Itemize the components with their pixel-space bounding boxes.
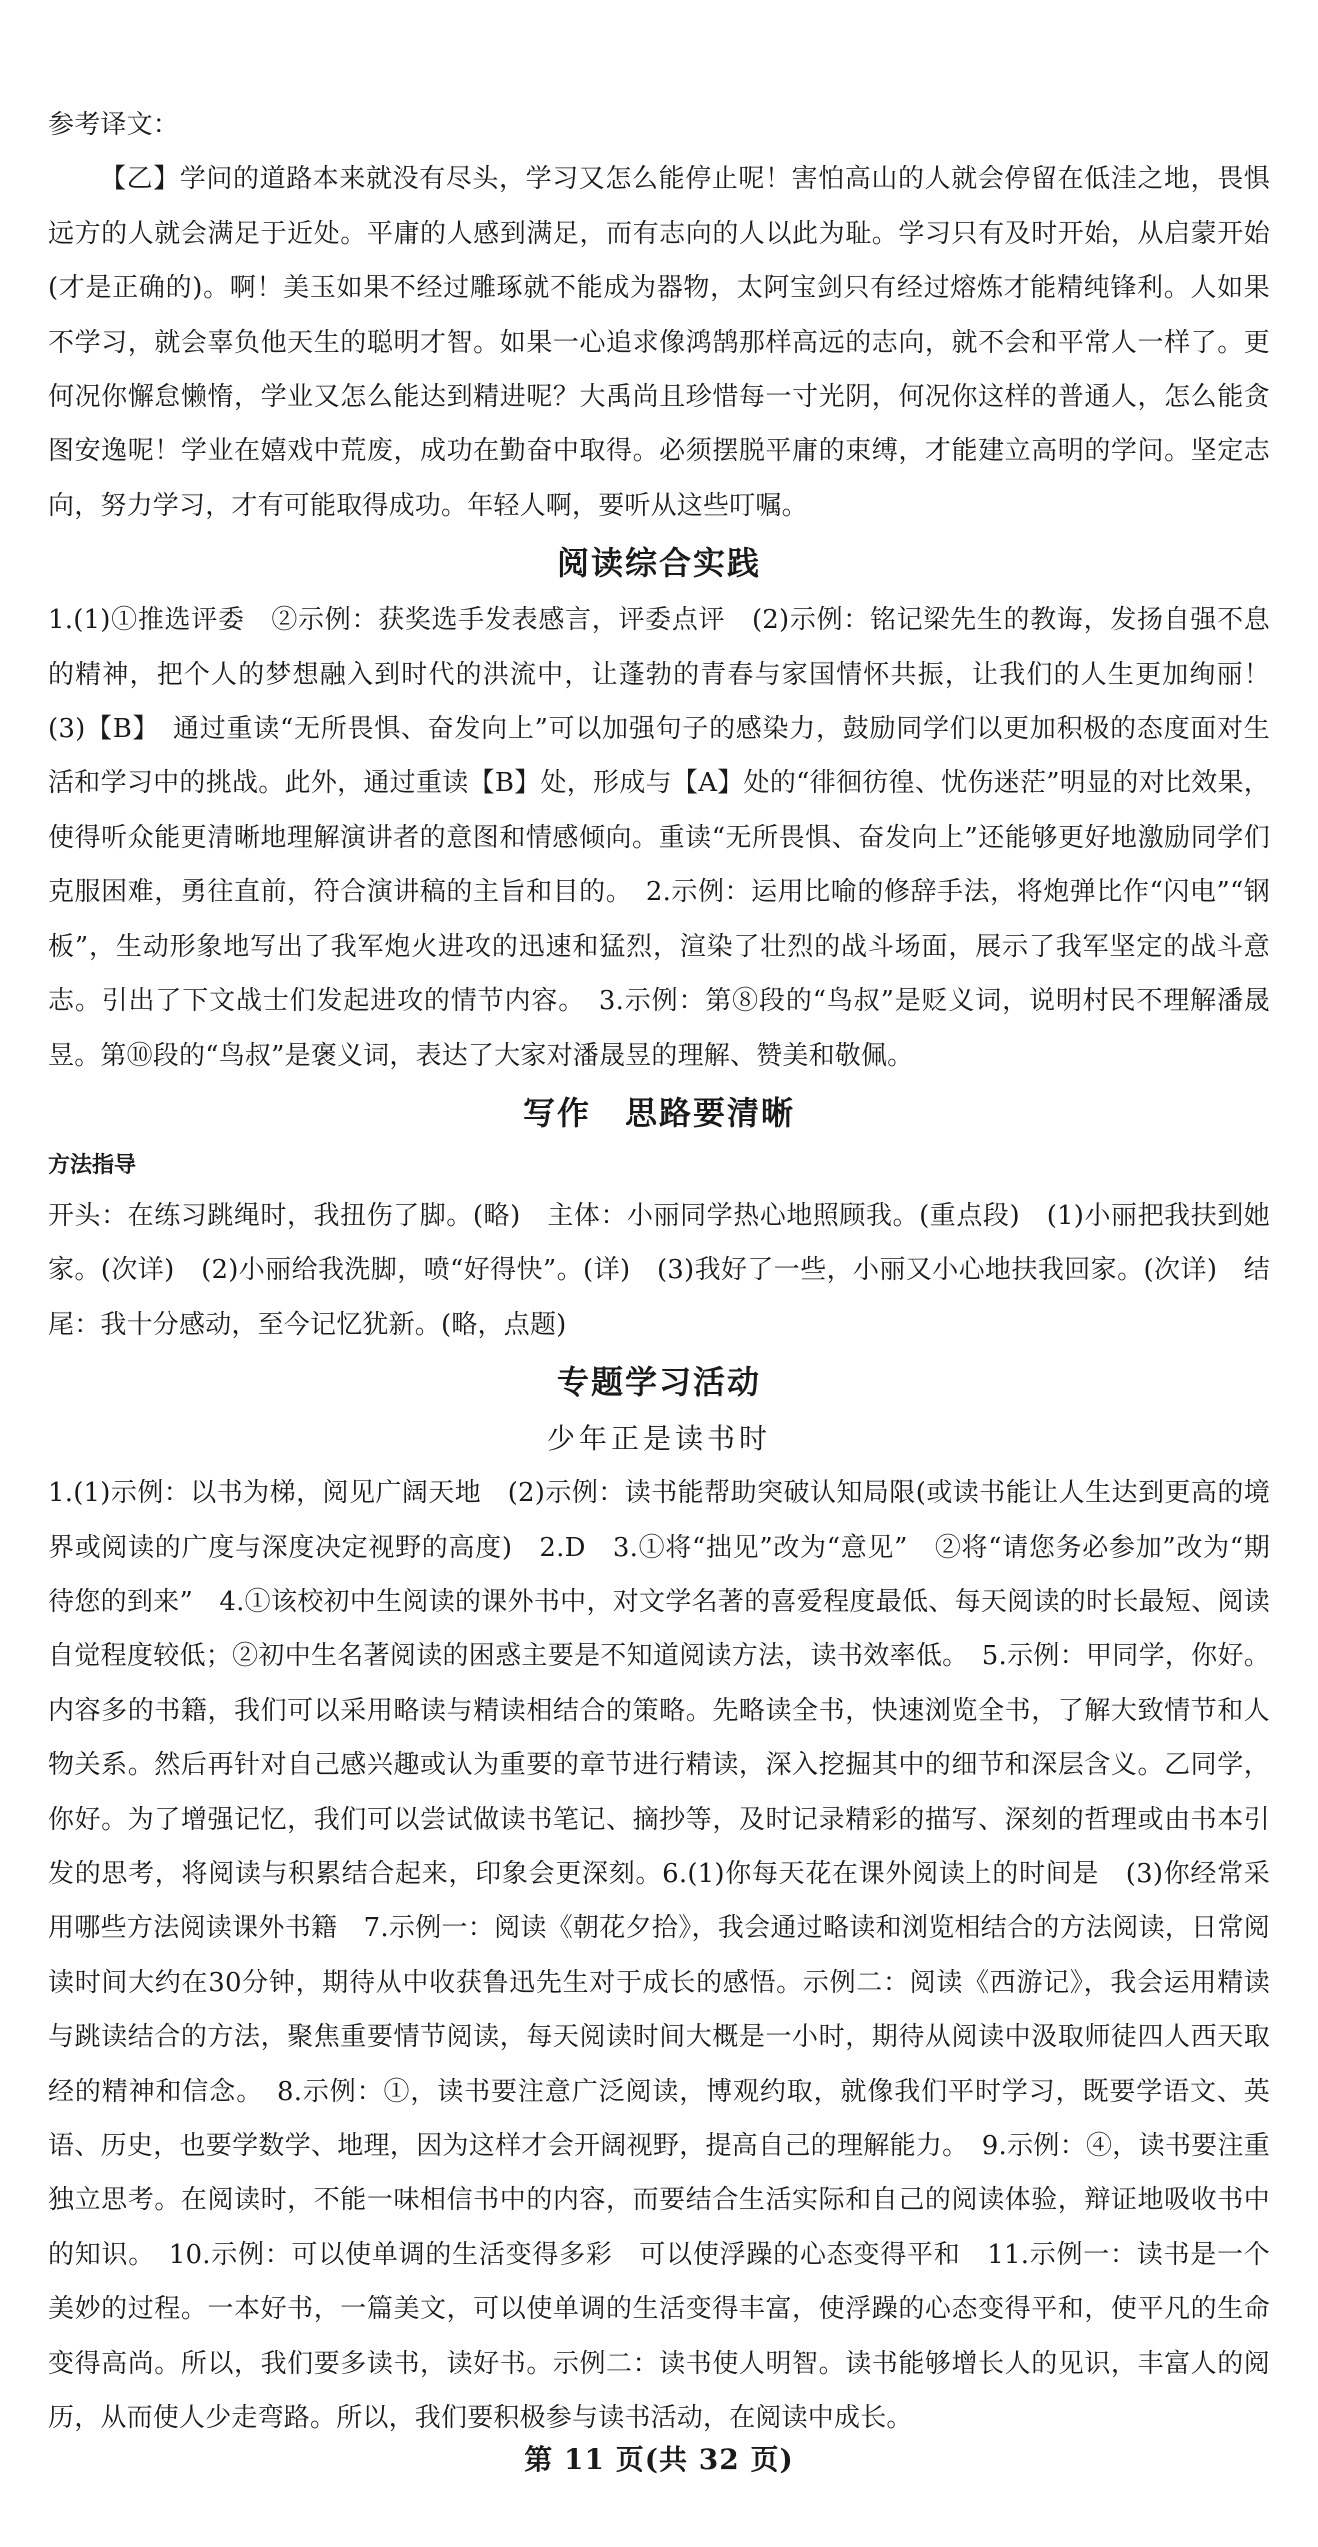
section-reading-body: 1.(1)①推选评委 ②示例：获奖选手发表感言，评委点评 (2)示例：铭记梁先生的教诲，发扬自强不息的精神，把个人的梦想融入到时代的洪流中，让蓬勃的青春与家国情怀共振，让我们的人生更加绚丽！ (3)【B】 通过重读“无所畏惧、奋发向上”可以加强句子的感染力，鼓励同学们以更加积极的态度面对生活和学习中的挑战。此外，通过重读【B】处，形成与【A】处的“徘徊彷徨、忧伤迷茫”明显的对比效果，使得听众能更清晰地理解演讲者的意图和情感倾向。重读“无所畏惧、奋发向上”还能够更好地激励同学们克服困难，勇往直前，符合演讲稿的主旨和目的。 2.示例：运用比喻的修辞手法，将炮弹比作“闪电”“钢板”，生动形象地写出了我军炮火进攻的迅速和猛烈，渲染了壮烈的战斗场面，展示了我军坚定的战斗意志。引出了下文战士们发起进攻的情节内容。 3.示例：第⑧段的“鸟叔”是贬义词，说明村民不理解潘晟昱。第⑩段的“鸟叔”是褒义词，表达了大家对潘晟昱的理解、赞美和敬佩。 [48,605,1297,1071]
section-reading-title: 阅读综合实践 [556,544,761,583]
answer-page [48,92,1297,2445]
section-writing-body: 开头：在练习跳绳时，我扭伤了脚。(略) 主体：小丽同学热心地照顾我。(重点段) (1)小丽把我扶到她家。(次详) (2)小丽给我洗脚，喷“好得快”。(详) (3)我好了一些，小丽又小心地扶我回家。(次详) 结尾：我十分感动，至今记忆犹新。(略，点题) [48,1200,1270,1340]
section-topic-title: 专题学习活动 [556,1363,761,1402]
page-number: 第 11 页(共 32 页) [524,2443,794,2476]
section-topic-subtitle: 少年正是读书时 [546,1422,771,1456]
translation-body: 【乙】学问的道路本来就没有尽头，学习又怎么能停止呢！害怕高山的人就会停留在低洼之地，畏惧远方的人就会满足于近处。平庸的人感到满足，而有志向的人以此为耻。学习只有及时开始，从启蒙开始(才是正确的)。啊！美玉如果不经过雕琢就不能成为器物，太阿宝剑只有经过熔炼才能精纯锋利。人如果不学习，就会辜负他天生的聪明才智。如果一心追求像鸿鹄那样高远的志向，就不会和平常人一样了。更何况你懈怠懒惰，学业又怎么能达到精进呢？大禹尚且珍惜每一寸光阴，何况你这样的普通人，怎么能贪图安逸呢！学业在嬉戏中荒废，成功在勤奋中取得。必须摆脱平庸的束缚，才能建立高明的学问。坚定志向，努力学习，才有可能取得成功。年轻人啊，要听从这些叮嘱。 [48,164,1270,521]
section-topic-body: 1.(1)示例：以书为梯，阅见广阔天地 (2)示例：读书能帮助突破认知局限(或读书能让人生达到更高的境界或阅读的广度与深度决定视野的高度) 2.D 3.①将“拙见”改为“意见” ②将“请您务必参加”改为“期待您的到来” 4.①该校初中生阅读的课外书中，对文学名著的喜爱程度最低、每天阅读的时长最短、阅读自觉程度较低；②初中生名著阅读的困惑主要是不知道阅读方法，读书效率低。 5.示例：甲同学，你好。内容多的书籍，我们可以采用略读与精读相结合的策略。先略读全书，快速浏览全书，了解大致情节和人物关系。然后再针对自己感兴趣或认为重要的章节进行精读，深入挖掘其中的细节和深层含义。乙同学，你好。为了增强记忆，我们可以尝试做读书笔记、摘抄等，及时记录精彩的描写、深刻的哲理或由书本引发的思考，将阅读与积累结合起来，印象会更深刻。6.(1)你每天花在课外阅读上的时间是 (3)你经常采用哪些方法阅读课外书籍 7.示例一：阅读《朝花夕拾》，我会通过略读和浏览相结合的方法阅读，日常阅读时间大约在30分钟，期待从中收获鲁迅先生对于成长的感悟。示例二：阅读《西游记》，我会运用精读与跳读结合的方法，聚焦重要情节阅读，每天阅读时间大概是一小时，期待从阅读中汲取师徒四人西天取经的精神和信念。 8.示例：①，读书要注意广泛阅读，博观约取，就像我们平时学习，既要学语文、英语、历史，也要学数学、地理，因为这样才会开阔视野，提高自己的理解能力。 9.示例：④，读书要注重独立思考。在阅读时，不能一味相信书中的内容，而要结合生活实际和自己的阅读体验，辩证地吸收书中的知识。 10.示例：可以使单调的生活变得多彩 可以使浮躁的心态变得平和 11.示例一：读书是一个美妙的过程。一本好书，一篇美文，可以使单调的生活变得丰富，使浮躁的心态变得平和，使平凡的生命变得高尚。所以，我们要多读书，读好书。示例二：读书使人明智。读书能够增长人的见识，丰富人的阅历，从而使人少走弯路。所以，我们要积极参与读书活动，在阅读中成长。 [48,1478,1270,2434]
method-guide-label: 方法指导 [48,1152,137,1178]
section-writing-title: 写作 思路要清晰 [522,1093,795,1132]
translation-label: 参考译文： [48,110,180,140]
